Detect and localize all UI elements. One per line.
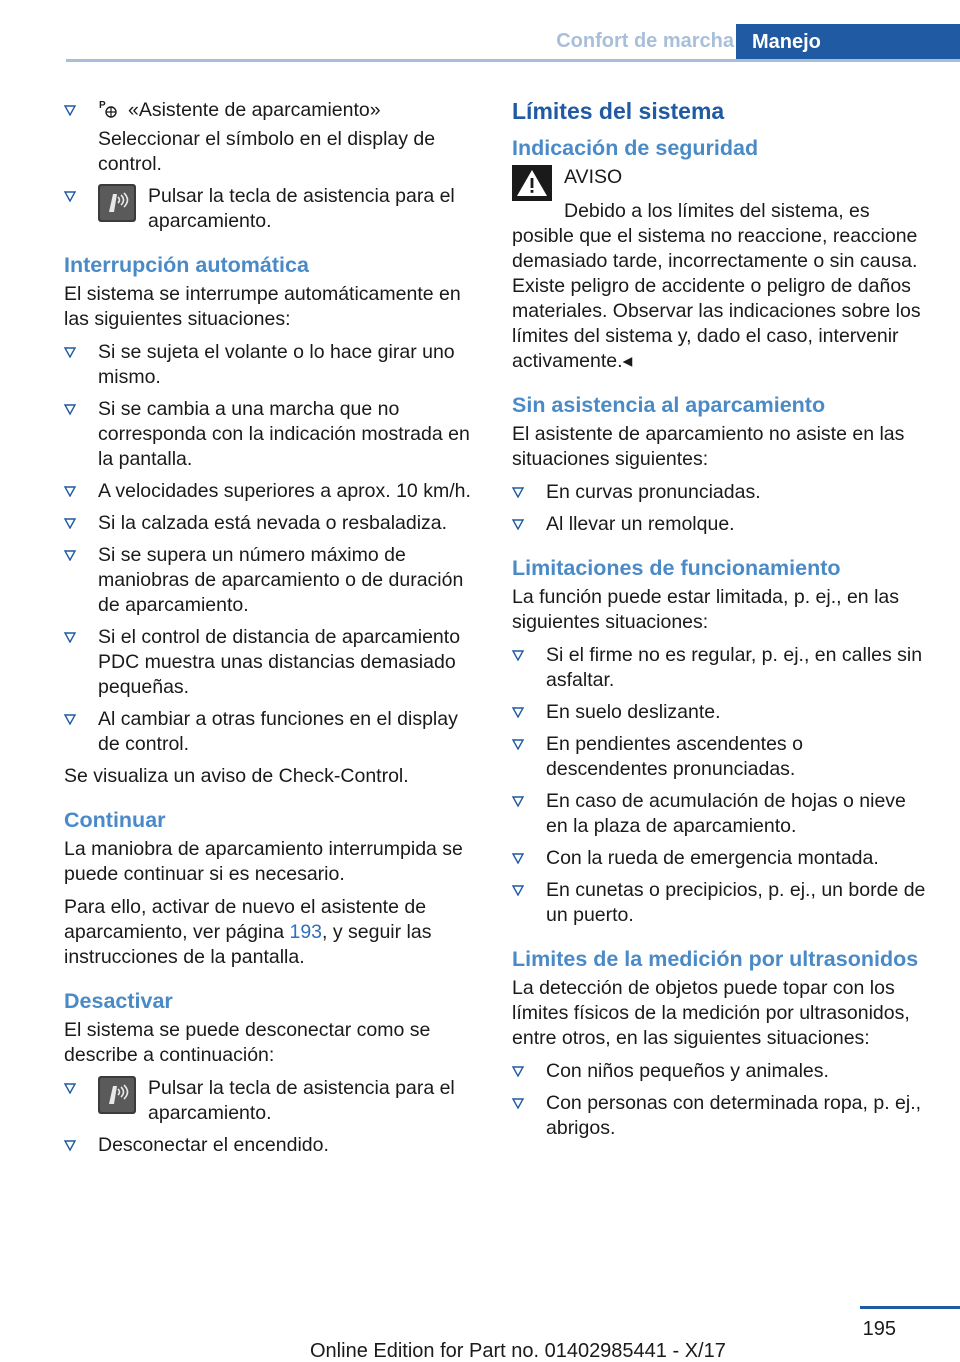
interrupt-list	[64, 340, 478, 757]
list-item-text: En caso de acumulación de hojas o nieve en la plaza de aparcamiento.	[546, 790, 906, 837]
list-item-text: Si se sujeta el volante o lo hace girar uno mismo.	[98, 341, 455, 388]
interrupt-note: Se visualiza un aviso de Check-Control.	[64, 765, 409, 787]
page-number: 195	[862, 1318, 896, 1340]
triangle-bullet-icon	[64, 340, 78, 365]
list-item-text: Si el control de distancia de aparcamiento PDC muestra unas distancias demasiado pequeñas.	[98, 626, 461, 698]
list-item-text: Con niños pequeños y animales.	[546, 1060, 829, 1082]
list-item	[512, 643, 926, 693]
list-item	[512, 1091, 926, 1141]
intro-list	[64, 98, 478, 234]
warning-icon	[512, 165, 552, 201]
right-column	[512, 98, 926, 1148]
triangle-bullet-icon	[64, 1133, 78, 1158]
triangle-bullet-icon	[64, 98, 78, 123]
list-item	[512, 878, 926, 928]
triangle-bullet-icon	[512, 789, 526, 814]
ultra-title: Limites de la medición por ultrasonidos	[512, 947, 919, 971]
triangle-bullet-icon	[512, 1059, 526, 1084]
list-item	[64, 511, 478, 536]
noassist-list	[512, 480, 926, 537]
list-item	[512, 1059, 926, 1084]
list-item	[512, 732, 926, 782]
list-item-text: Con la rueda de emergencia montada.	[546, 847, 879, 869]
deactivate-title: Desactivar	[64, 989, 173, 1013]
section-tab[interactable]: Confort de marcha	[556, 30, 734, 52]
func-title: Limitaciones de funcionamiento	[512, 556, 841, 580]
limits-title: Límites del sistema	[512, 98, 725, 124]
deactivate-intro: El sistema se puede desconectar como se describe a continuación:	[64, 1019, 431, 1066]
triangle-bullet-icon	[64, 1076, 78, 1101]
triangle-bullet-icon	[64, 479, 78, 504]
triangle-bullet-icon	[64, 511, 78, 536]
triangle-bullet-icon	[512, 846, 526, 871]
warning-block	[512, 165, 926, 201]
deactivate-list	[64, 1076, 478, 1158]
interrupt-title: Interrupción automática	[64, 253, 309, 277]
warning-text: Debido a los límites del sistema, es posible que el sistema no reaccione, reaccione demasiado tarde, incorrectamente o sin causa. Existe peligro de accidente o peligro de daños materiales. Observar las indicaciones sobre los límites del sistema y, dado el caso, intervenir activamente.◂	[512, 200, 921, 372]
list-item-text: En curvas pronunciadas.	[546, 481, 761, 503]
edition-note: Online Edition for Part no. 01402985441 - X/17	[310, 1340, 726, 1362]
safety-title: Indicación de seguridad	[512, 136, 759, 160]
triangle-bullet-icon	[512, 700, 526, 725]
noassist-title: Sin asistencia al aparcamiento	[512, 393, 826, 417]
ultra-list	[512, 1059, 926, 1141]
list-item-text: Si se supera un número máximo de maniobras de aparcamiento o de duración de aparcamiento.	[98, 544, 464, 616]
svg-text:P: P	[99, 100, 106, 111]
header-rule	[66, 59, 960, 62]
list-item-text: A velocidades superiores a aprox. 10 km/h.	[98, 480, 471, 502]
triangle-bullet-icon	[512, 512, 526, 537]
list-item	[64, 1133, 478, 1158]
list-item	[64, 340, 478, 390]
list-item-text: Si la calzada está nevada o resbaladiza.	[98, 512, 448, 534]
left-column	[64, 98, 478, 1165]
continue-p1: La maniobra de aparcamiento interrumpida se puede continuar si es necesario.	[64, 838, 463, 885]
warning-label: AVISO	[564, 166, 623, 188]
parking-assistant-icon	[98, 98, 120, 127]
triangle-bullet-icon	[512, 878, 526, 903]
list-item-text: Al llevar un remolque.	[546, 513, 735, 535]
list-item-text: Al cambiar a otras funciones en el display de control.	[98, 708, 458, 755]
list-item	[512, 512, 926, 537]
list-item	[64, 625, 478, 700]
func-intro: La función puede estar limitada, p. ej., en las siguientes situaciones:	[512, 586, 899, 633]
park-assist-key-icon	[98, 184, 136, 222]
continue-title: Continuar	[64, 808, 166, 832]
list-item	[64, 707, 478, 757]
list-item-text: Con personas con determinada ropa, p. ej., abrigos.	[546, 1092, 922, 1139]
park-assist-key-icon	[98, 1076, 136, 1114]
list-item-text: Si el firme no es regular, p. ej., en calles sin asfaltar.	[546, 644, 923, 691]
deactivate-key-text: Pulsar la tecla de asistencia para el aparcamiento.	[148, 1077, 455, 1124]
list-item	[512, 846, 926, 871]
func-list	[512, 643, 926, 928]
footer-rule	[860, 1306, 960, 1309]
list-item-text: En suelo deslizante.	[546, 701, 721, 723]
list-item-text: Si se cambia a una marcha que no corresponda con la indicación mostrada en la pantalla.	[98, 398, 470, 470]
triangle-bullet-icon	[512, 1091, 526, 1116]
list-item	[512, 789, 926, 839]
deactivate-item-text: Desconectar el encendido.	[98, 1134, 329, 1156]
chapter-tab[interactable]: Manejo	[736, 24, 960, 62]
continue-p2	[64, 895, 478, 970]
list-item	[64, 1076, 478, 1126]
continue-p2-b: , y seguir las instrucciones de la pantalla.	[64, 921, 432, 968]
list-item-text: En pendientes ascendentes o descendentes pronunciadas.	[546, 733, 803, 780]
triangle-bullet-icon	[64, 543, 78, 568]
list-item-text: En cunetas o precipicios, p. ej., un borde de un puerto.	[546, 879, 926, 926]
noassist-intro: El asistente de aparcamiento no asiste en las situaciones siguientes:	[512, 423, 905, 470]
triangle-bullet-icon	[64, 707, 78, 732]
intro-item-text: «Asistente de aparcamiento» Seleccionar el símbolo en el display de control.	[98, 99, 436, 175]
list-item	[64, 184, 478, 234]
page-header	[66, 24, 960, 62]
list-item	[512, 480, 926, 505]
list-item	[64, 397, 478, 472]
list-item	[64, 98, 478, 177]
triangle-bullet-icon	[64, 397, 78, 422]
triangle-bullet-icon	[512, 643, 526, 668]
list-item	[512, 700, 926, 725]
list-item	[64, 543, 478, 618]
interrupt-intro: El sistema se interrumpe automáticamente en las siguientes situaciones:	[64, 283, 461, 330]
list-item	[64, 479, 478, 504]
ultra-intro: La detección de objetos puede topar con los límites físicos de la medición por ultrasonidos, entre otros, en las siguientes situaciones:	[512, 977, 910, 1049]
page-link[interactable]: 193	[289, 921, 323, 943]
triangle-bullet-icon	[512, 732, 526, 757]
intro-item-text: Pulsar la tecla de asistencia para el aparcamiento.	[148, 185, 455, 232]
triangle-bullet-icon	[64, 625, 78, 650]
triangle-bullet-icon	[512, 480, 526, 505]
triangle-bullet-icon	[64, 184, 78, 209]
continue-p2-a: Para ello, activar de nuevo el asistente de aparcamiento, ver página	[64, 896, 427, 943]
